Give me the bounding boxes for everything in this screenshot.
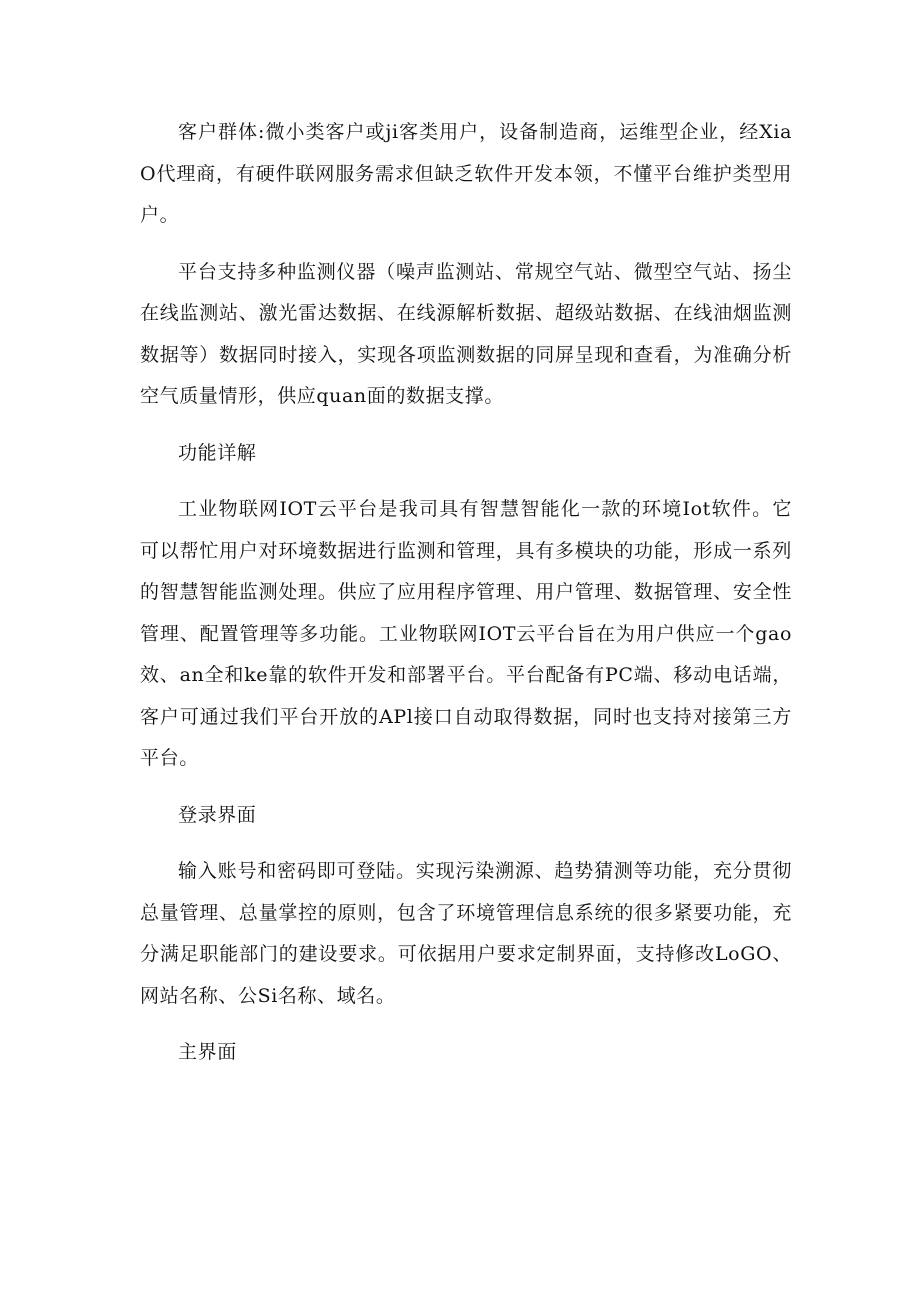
paragraph-login-details: 输入账号和密码即可登陆。实现污染溯源、趋势猜测等功能，充分贯彻总量管理、总量掌控的原则，包含了环境管理信息系统的很多紧要功能，充分满足职能部门的建设要求。可依据用户要求定制界面，支持修改LoGO、网站名称、公Si名称、域名。: [140, 860, 792, 1007]
paragraph-customers: 客户群体:微小类客户或ji客类用户，设备制造商，运维型企业，经XiaO代理商，有硬件联网服务需求但缺乏软件开发本领，不懂平台维护类型用户。: [140, 121, 792, 226]
section-heading-main-screen: 主界面: [178, 1041, 237, 1063]
document-body: [140, 112, 792, 1074]
section-heading-login: 登录界面: [178, 803, 257, 826]
section-heading-functions: 功能详解: [178, 441, 257, 464]
paragraph-monitoring: 平台支持多种监测仪器（噪声监测站、常规空气站、微型空气站、扬尘在线监测站、激光雷达数据、在线源解析数据、超级站数据、在线油烟监测数据等）数据同时接入，实现各项监测数据的同屏呈现和查看，为准确分析空气质量情形，供应quan面的数据支撑。: [140, 260, 792, 407]
paragraph-function-details: 工业物联网IOT云平台是我司具有智慧智能化一款的环境Iot软件。它可以帮忙用户对环境数据进行监测和管理，具有多模块的功能，形成一系列的智慧智能监测处理。供应了应用程序管理、用户管理、数据管理、安全性管理、配置管理等多功能。工业物联网IOT云平台旨在为用户供应一个gao效、an全和ke靠的软件开发和部署平台。平台配备有PC端、移动电话端，客户可通过我们平台开放的APl接口自动取得数据，同时也支持对接第三方平台。: [140, 498, 792, 769]
